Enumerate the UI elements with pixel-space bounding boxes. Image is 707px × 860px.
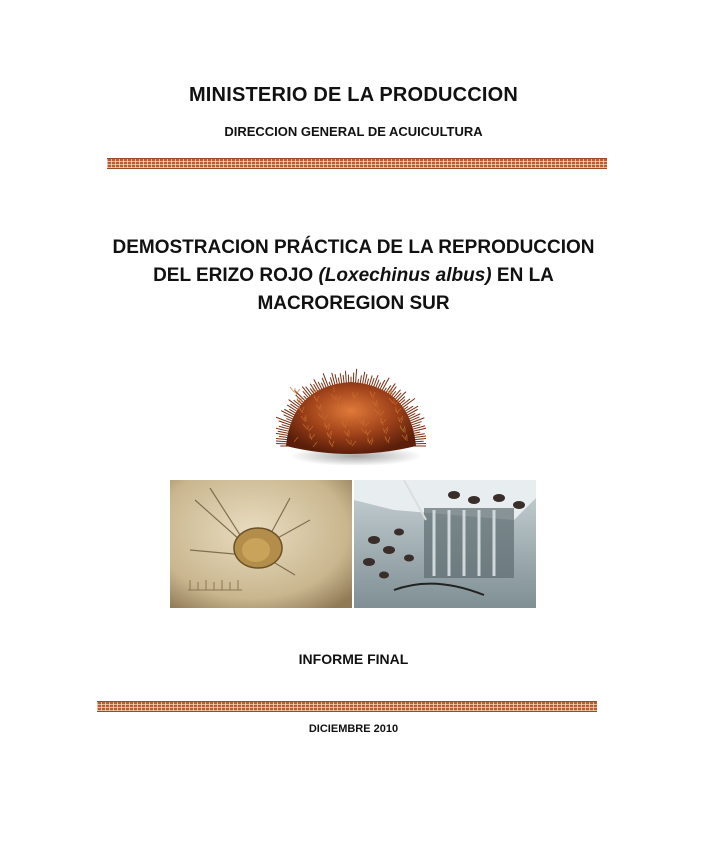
title-line-2-suffix: EN LA (491, 265, 554, 286)
title-line-2 (60, 262, 647, 290)
report-title (60, 234, 647, 318)
report-date: DICIEMBRE 2010 (308, 723, 399, 735)
decorative-rule-top (107, 158, 607, 169)
sea-urchin-image (276, 368, 426, 468)
larva-microscope-image (170, 480, 352, 608)
decorative-rule-bottom (97, 701, 597, 712)
report-type-label: INFORME FINAL (298, 651, 409, 667)
title-line-1: DEMOSTRACION PRÁCTICA DE LA REPRODUCCION (112, 237, 595, 258)
title-line-2-prefix: DEL ERIZO ROJO (153, 265, 319, 286)
directorate-subheading: DIRECCION GENERAL DE ACUICULTURA (224, 124, 483, 139)
title-line-3: MACROREGION SUR (257, 293, 450, 314)
urchin-tank-image (354, 480, 536, 608)
ministry-heading: MINISTERIO DE LA PRODUCCION (188, 84, 519, 106)
species-name: (Loxechinus albus) (318, 265, 492, 286)
